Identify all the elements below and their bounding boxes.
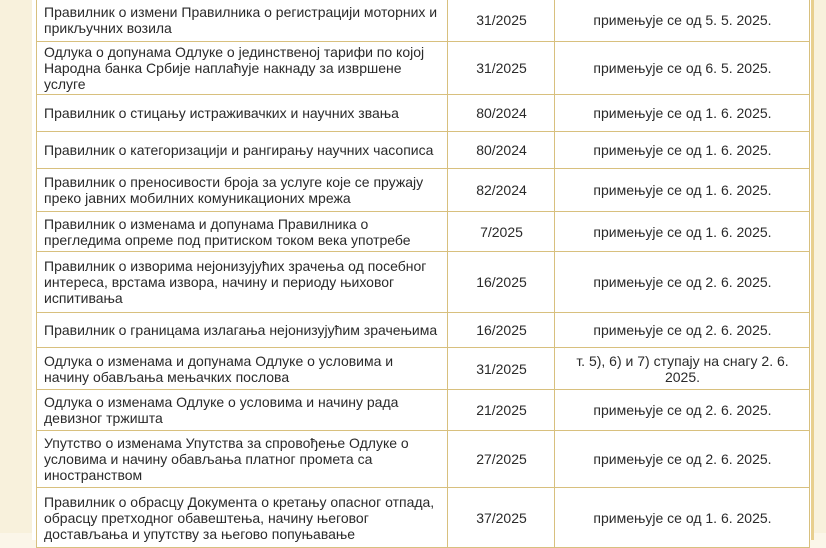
gazette-number: 80/2024 [448, 95, 555, 132]
regulation-title: Правилник о преносивости броја за услуге које се пружају преко јавних мобилних комуникационих мрежа [37, 169, 448, 212]
gazette-number: 82/2024 [448, 169, 555, 212]
regulation-title: Одлука о изменама Одлуке о условима и начину рада девизног тржишта [37, 390, 448, 431]
effective-date: примењује се од 2. 6. 2025. [555, 431, 810, 488]
gazette-number: 31/2025 [448, 0, 555, 42]
table-row [37, 431, 810, 488]
regulation-title: Правилник о границама излагања нејонизујућим зрачењима [37, 313, 448, 348]
effective-date: т. 5), 6) и 7) ступају на снагу 2. 6. 2025. [555, 348, 810, 390]
regulation-title: Упутство о изменама Упутства за спровођење Одлуке о условима и начину обављања платног промета са иностранством [37, 431, 448, 488]
regulation-title: Правилник о измени Правилника о регистрацији моторних и прикључних возила [37, 0, 448, 42]
table-row [37, 252, 810, 313]
gazette-number: 37/2025 [448, 488, 555, 548]
gazette-number: 16/2025 [448, 252, 555, 313]
table-row [37, 42, 810, 95]
gazette-number: 7/2025 [448, 212, 555, 252]
regulation-title: Одлука о изменама и допунама Одлуке о условима и начину обављања мењачких послова [37, 348, 448, 390]
gazette-number: 80/2024 [448, 132, 555, 169]
table-row [37, 132, 810, 169]
table-row [37, 0, 810, 42]
regulation-title: Правилник о изворима нејонизујућих зрачења од посебног интереса, врстама извора, начину и периоду њиховог испитивања [37, 252, 448, 313]
gazette-number: 31/2025 [448, 348, 555, 390]
table-row [37, 348, 810, 390]
table-row [37, 390, 810, 431]
effective-date: примењује се од 1. 6. 2025. [555, 95, 810, 132]
table-row [37, 95, 810, 132]
gazette-number: 27/2025 [448, 431, 555, 488]
effective-date: примењује се од 1. 6. 2025. [555, 212, 810, 252]
table-row [37, 212, 810, 252]
regulation-title: Правилник о изменама и допунама Правилника о прегледима опреме под притиском током века употребе [37, 212, 448, 252]
effective-date: примењује се од 5. 5. 2025. [555, 0, 810, 42]
regulation-title: Одлука о допунама Одлуке о јединственој тарифи по којој Народна банка Србије наплаћује накнаду за извршене услуге [37, 42, 448, 95]
gazette-number: 21/2025 [448, 390, 555, 431]
effective-date: примењује се од 2. 6. 2025. [555, 390, 810, 431]
effective-date: примењује се од 1. 6. 2025. [555, 169, 810, 212]
table-row [37, 169, 810, 212]
table-row [37, 488, 810, 548]
regulation-title: Правилник о обрасцу Документа о кретању опасног отпада, обрасцу претходног обавештења, начину његовог достављања и упутству за његово попуњавање [37, 488, 448, 548]
table-row [37, 313, 810, 348]
effective-date: примењује се од 1. 6. 2025. [555, 488, 810, 548]
effective-date: примењује се од 2. 6. 2025. [555, 313, 810, 348]
effective-date: примењује се од 6. 5. 2025. [555, 42, 810, 95]
effective-date: примењује се од 1. 6. 2025. [555, 132, 810, 169]
gazette-number: 16/2025 [448, 313, 555, 348]
regulations-table [36, 0, 810, 548]
regulation-title: Правилник о категоризацији и рангирању научних часописа [37, 132, 448, 169]
gazette-number: 31/2025 [448, 42, 555, 95]
effective-date: примењује се од 2. 6. 2025. [555, 252, 810, 313]
regulation-title: Правилник о стицању истраживачких и научних звања [37, 95, 448, 132]
